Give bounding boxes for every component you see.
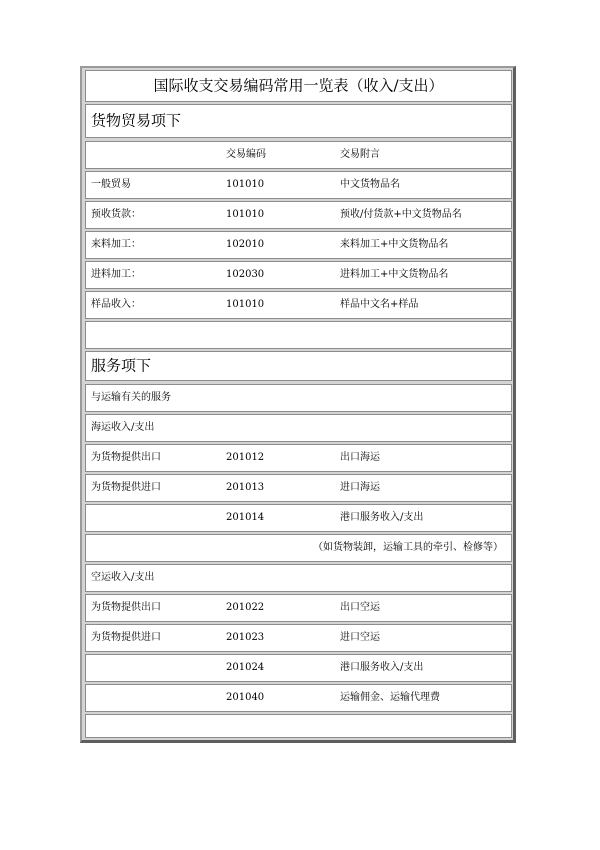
subsection-row: [85, 564, 512, 592]
row-code: 201022: [226, 602, 265, 613]
empty-row: [85, 714, 512, 738]
row-code: 201013: [226, 482, 265, 493]
transport-label: 与运输有关的服务: [91, 392, 171, 403]
row-code: 201023: [226, 632, 265, 643]
row-code: 101010: [226, 209, 265, 220]
page-title: 国际收支交易编码常用一览表（收入/支出）: [153, 76, 444, 95]
table-row: [85, 594, 512, 622]
table-row: [85, 624, 512, 652]
row-code: 201024: [226, 662, 265, 673]
column-header-code: 交易编码: [226, 149, 266, 160]
row-code: 101010: [226, 299, 265, 310]
table-row: [85, 684, 512, 712]
table-row: [85, 474, 512, 502]
row-name: 为货物提供进口: [91, 482, 161, 493]
row-code: 101010: [226, 179, 265, 190]
row-code: 201040: [226, 692, 265, 703]
services-section-header: [85, 351, 512, 381]
row-name: 进料加工：: [91, 269, 141, 280]
table-row: [85, 261, 512, 289]
sea-note: （如货物装卸，运输工具的牵引、检修等）: [313, 542, 503, 553]
services-heading: 服务项下: [91, 356, 152, 375]
empty-row: [85, 321, 512, 349]
row-name: 一般贸易: [91, 179, 131, 190]
row-remark: 港口服务收入/支出: [340, 512, 424, 523]
table-row: [85, 504, 512, 532]
row-code: 201012: [226, 452, 265, 463]
row-remark: 进口空运: [340, 632, 380, 643]
table-row: [85, 444, 512, 472]
table-row: [85, 291, 512, 319]
row-name: 预收货款：: [91, 209, 141, 220]
goods-section-header: [85, 104, 512, 138]
subsection-row: [85, 384, 512, 412]
row-remark: 出口空运: [340, 602, 380, 613]
row-remark: 进料加工+中文货物品名: [340, 269, 449, 280]
row-remark: 进口海运: [340, 482, 380, 493]
row-code: 201014: [226, 512, 265, 523]
sea-label: 海运收入/支出: [91, 422, 155, 433]
column-header-row: [85, 141, 512, 169]
row-code: 102010: [226, 239, 265, 250]
note-row: [85, 534, 512, 562]
row-name: 样品收入：: [91, 299, 141, 310]
row-name: 为货物提供进口: [91, 632, 161, 643]
row-remark: 中文货物品名: [340, 179, 400, 190]
row-remark: 样品中文名+样品: [340, 299, 419, 310]
row-remark: 运输佣金、运输代理费: [340, 692, 440, 703]
subsection-row: [85, 414, 512, 442]
table-title-row: [85, 70, 512, 102]
table-row: [85, 171, 512, 199]
row-remark: 来料加工+中文货物品名: [340, 239, 449, 250]
table-row: [85, 201, 512, 229]
air-label: 空运收入/支出: [91, 572, 155, 583]
row-name: 为货物提供出口: [91, 452, 161, 463]
row-code: 102030: [226, 269, 265, 280]
table-row: [85, 231, 512, 259]
row-remark: 出口海运: [340, 452, 380, 463]
row-name: 来料加工：: [91, 239, 141, 250]
column-header-remark: 交易附言: [340, 149, 380, 160]
table-row: [85, 654, 512, 682]
goods-heading: 货物贸易项下: [91, 111, 182, 130]
row-name: 为货物提供出口: [91, 602, 161, 613]
row-remark: 港口服务收入/支出: [340, 662, 424, 673]
row-remark: 预收/付货款+中文货物品名: [340, 209, 462, 220]
